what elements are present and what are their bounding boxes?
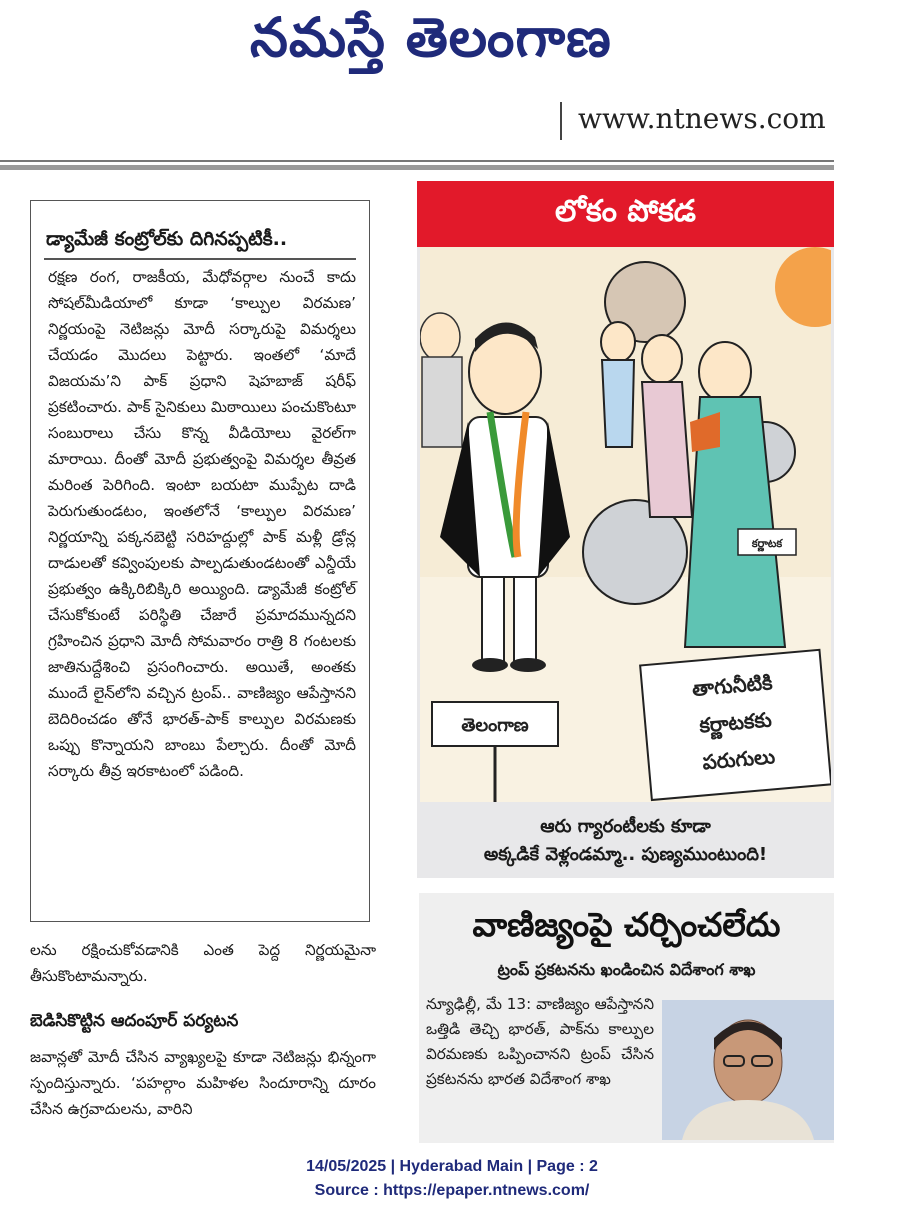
cartoon-title: లోకం పోకడ bbox=[555, 194, 696, 229]
news-body: న్యూఢిల్లీ, మే 13: వాణిజ్యం ఆపేస్తానని ఒత్తిడి తెచ్చి భారత్‌, పాక్‌ను కాల్పుల విరమణకు ఒప్పించానని ట్రంప్‌ చేసిన ప్రకటనను భారత విదేశాంగ శాఖ bbox=[426, 995, 654, 1088]
sun-icon bbox=[775, 247, 831, 327]
main-story-continuation: లను రక్షించుకోవడానికి ఎంత పెద్ద నిర్ణయమైనా తీసుకొంటామన్నారు. bbox=[30, 941, 376, 985]
politician-kurta bbox=[468, 417, 548, 577]
cartoon-caption-line1: ఆరు గ్యారంటీలకు కూడా bbox=[540, 816, 711, 837]
header-divider bbox=[560, 102, 562, 140]
news-headline: వాణిజ్యంపై చర్చించలేదు bbox=[472, 905, 781, 944]
spokesperson-photo bbox=[662, 1000, 834, 1140]
woman-head bbox=[699, 342, 751, 402]
boxed-story-body: రక్షణ రంగ, రాజకీయ, మేధోవర్గాల నుంచే కాదు సోషల్‌మీడియాలో కూడా ‘కాల్పుల విరమణ’ నిర్ణయంపై నెటిజన్లు మోదీ సర్కారుపై విమర్శలు చేయడం మొదలు పెట్టారు. ఇంతలో ‘మాదే విజయమ’ని పాక్‌ ప్రధాని షెహబాజ్‌ షరీఫ్‌ ప్రకటించారు. పాక్‌ సైనికులు మిఠాయిలు పంచుకొంటూ సంబురాలు చేసు కొన్న వీడియోలు వైరల్‌గా మారాయి. దీంతో మోదీ ప్రభుత్వంపై విమర్శల తీవ్రత మరింత పెరిగింది. ఇంటా బయటా ముప్పేట దాడి పెరుగుతుండటం, ఇంతలోనే ‘కాల్పుల విరమణ’ నిర్ణయాన్ని పక్కనబెట్టి సరిహద్దుల్లో పాక్‌ మళ్లీ డ్రోన్ల దాడులతో కవ్వింపులకు పాల్పడుతుండటంతో ఎన్డీయే ప్రభుత్వం ఉక్కిరిబిక్కిరి అయ్యింది. డ్యామేజీ కంట్రోల్‌ చేసుకోకుంటే పరిస్థితి చేజారే ప్రమాదమున్నదని గ్రహించిన ప్రధాని మోదీ సోమవారం రాత్రి 8 గంటలకు జాతినుద్దేశించి ప్రసంగించారు. అయితే, అంతకు ముందే లైన్‌లోని వచ్చిన ట్రంప్‌.. వాణిజ్యం ఆపేస్తానని బెదిరించడం తోనే భారత్‌-పాక్‌ కాల్పుల విరమణకు ఒప్పు కొన్నాయని బాంబు పేల్చారు. దీంతో మోదీ సర్కారు తీవ్ర ఇరకాటంలో పడింది. bbox=[48, 268, 356, 780]
source-link[interactable]: Source : https://epaper.ntnews.com/ bbox=[314, 1182, 590, 1199]
news-subhead: ట్రంప్‌ ప్రకటనను ఖండించిన విదేశాంగ శాఖ bbox=[497, 960, 756, 979]
cartoon-illustration bbox=[420, 247, 831, 802]
telangana-sign-label: తెలంగాణ bbox=[461, 715, 529, 736]
website-url[interactable]: www.ntnews.com bbox=[578, 102, 826, 135]
karnataka-sign-label: కర్ణాటక bbox=[751, 537, 783, 550]
header-rule bbox=[0, 160, 834, 162]
water-sign-line: కర్ణాటకకు bbox=[698, 707, 773, 738]
water-sign bbox=[640, 650, 831, 800]
boxed-story-title: డ్యామేజీ కంట్రోల్‌కు దిగినప్పటికీ.. bbox=[46, 228, 288, 250]
main-story-subhead: బెడిసికొట్టిన ఆదంపూర్‌ పర్యటన bbox=[30, 1011, 239, 1031]
header-rule-thick bbox=[0, 165, 834, 170]
boxed-story-rule bbox=[44, 258, 356, 260]
cartoon-caption-line2: అక్కడికే వెళ్లండమ్మా.. పుణ్యముంటుంది! bbox=[483, 844, 768, 865]
cartoon-drawing bbox=[420, 247, 831, 802]
water-sign-line: తాగునీటికి bbox=[691, 670, 774, 702]
person-photo-icon bbox=[662, 1000, 834, 1140]
masthead-logo: నమస్తే తెలంగాణ bbox=[250, 6, 612, 69]
main-story-body: జవాన్లతో మోదీ చేసిన వ్యాఖ్యలపై కూడా నెటిజన్లు భిన్నంగా స్పందిస్తున్నారు. ‘పహల్గాం మహిళల సిందూరాన్ని దూరం చేసిన ఉగ్రవాదులను, వారిని bbox=[30, 1048, 376, 1118]
edition-info: 14/05/2025 | Hyderabad Main | Page : 2 bbox=[306, 1158, 598, 1175]
water-sign-line: పరుగులు bbox=[701, 744, 776, 775]
